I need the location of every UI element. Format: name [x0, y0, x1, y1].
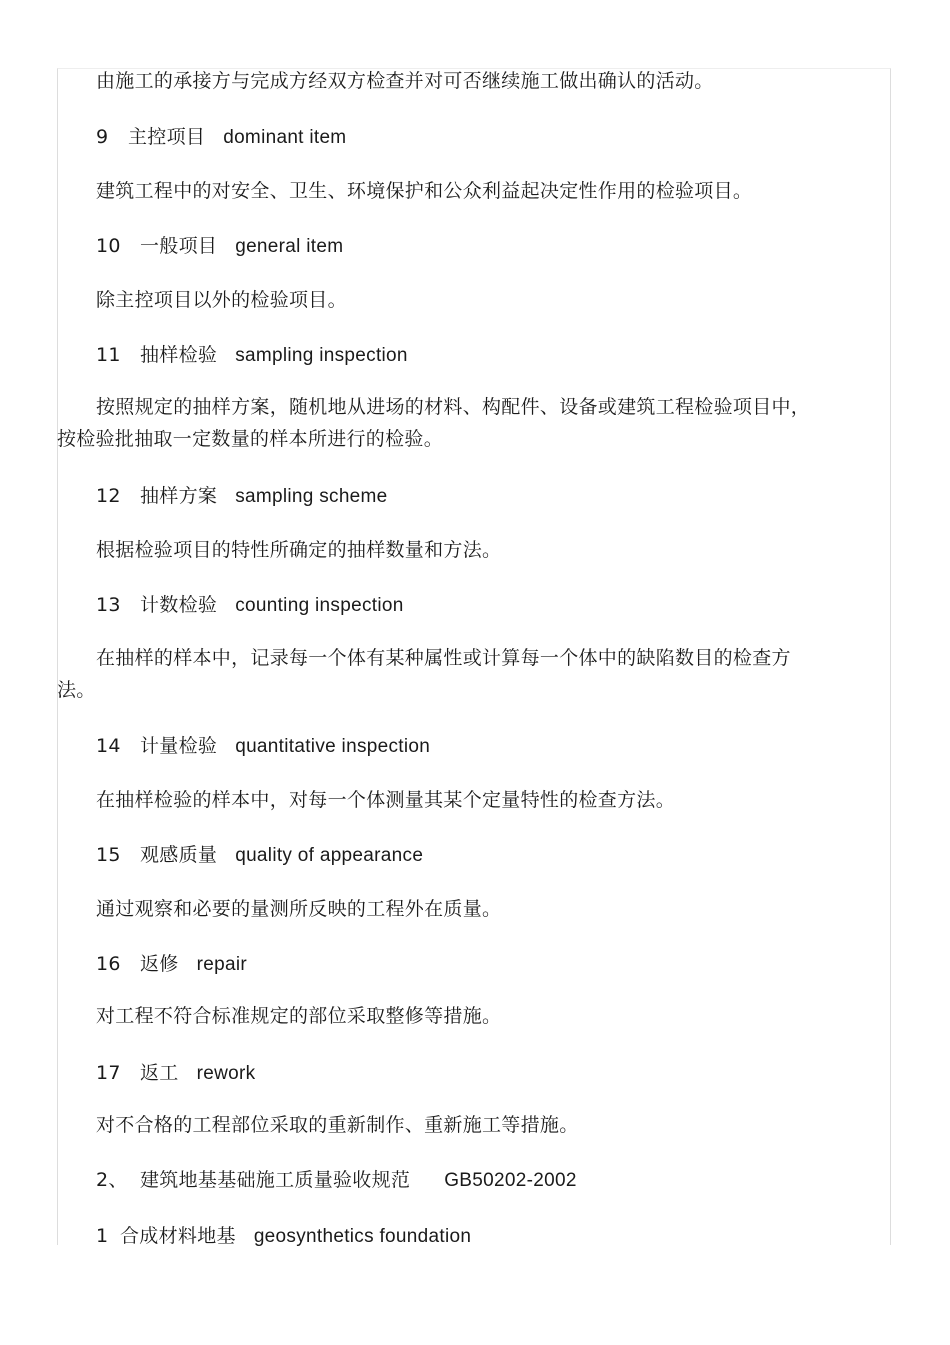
definition-text: 对工程不符合标准规定的部位采取整修等措施。	[96, 1005, 502, 1027]
standard-code: GB50202-2002	[444, 1170, 577, 1191]
definition-text: 通过观察和必要的量测所反映的工程外在质量。	[96, 898, 502, 920]
term-english: rework	[196, 1063, 256, 1084]
term-english: geosynthetics foundation	[253, 1226, 472, 1247]
definition-text: 按检验批抽取一定数量的样本所进行的检验。	[57, 428, 444, 450]
term-english: repair	[196, 954, 247, 975]
definition-text: 对不合格的工程部位采取的重新制作、重新施工等措施。	[96, 1114, 579, 1136]
term-heading-15	[96, 843, 423, 868]
term-number: 17	[96, 1062, 121, 1084]
term-english: sampling inspection	[235, 345, 408, 366]
term-heading-1	[96, 1224, 471, 1249]
definition-text: 建筑工程中的对安全、卫生、环境保护和公众利益起决定性作用的检验项目。	[96, 180, 753, 202]
term-chinese: 抽样检验	[140, 344, 218, 366]
term-heading-11	[96, 343, 408, 368]
definition-text: 在抽样检验的样本中，对每一个体测量其某个定量特性的检查方法。	[96, 789, 676, 811]
term-chinese: 观感质量	[140, 844, 218, 866]
definition-text: 按照规定的抽样方案，随机地从进场的材料、构配件、设备或建筑工程检验项目中，	[96, 396, 811, 418]
section-heading	[96, 1168, 577, 1193]
term-number: 9	[96, 126, 109, 148]
section-number: 2、	[96, 1169, 128, 1191]
definition-paragraph	[57, 642, 832, 706]
term-chinese: 计数检验	[140, 594, 218, 616]
term-number: 11	[96, 344, 121, 366]
definition-text: 在抽样的样本中，记录每一个体有某种属性或计算每一个体中的缺陷数目的检查方	[96, 647, 791, 669]
term-english: quality of appearance	[235, 845, 424, 866]
definition-text: 法。	[57, 679, 96, 701]
term-number: 16	[96, 953, 121, 975]
term-heading-10	[96, 234, 343, 259]
term-english: quantitative inspection	[235, 736, 431, 757]
definition-text: 由施工的承接方与完成方经双方检查并对可否继续施工做出确认的活动。	[96, 70, 714, 92]
term-chinese: 抽样方案	[140, 485, 218, 507]
term-chinese: 主控项目	[128, 126, 206, 148]
definition-text: 根据检验项目的特性所确定的抽样数量和方法。	[96, 539, 502, 561]
term-heading-14	[96, 734, 430, 759]
term-chinese: 返修	[140, 953, 179, 975]
term-heading-17	[96, 1061, 255, 1086]
term-chinese: 计量检验	[140, 735, 218, 757]
term-chinese: 返工	[140, 1062, 179, 1084]
term-english: general item	[235, 236, 344, 257]
section-title: 建筑地基基础施工质量验收规范	[140, 1169, 411, 1191]
definition-paragraph	[57, 391, 832, 455]
term-heading-16	[96, 952, 247, 977]
term-english: sampling scheme	[235, 486, 388, 507]
term-number: 13	[96, 594, 121, 616]
term-heading-9	[96, 125, 346, 150]
term-heading-13	[96, 593, 404, 618]
term-chinese: 合成材料地基	[120, 1225, 236, 1247]
term-heading-12	[96, 484, 388, 509]
term-chinese: 一般项目	[140, 235, 218, 257]
term-number: 14	[96, 735, 121, 757]
term-number: 12	[96, 485, 121, 507]
term-number: 1	[96, 1225, 109, 1247]
term-english: counting inspection	[235, 595, 404, 616]
term-number: 15	[96, 844, 121, 866]
term-number: 10	[96, 235, 121, 257]
definition-text: 除主控项目以外的检验项目。	[96, 289, 347, 311]
term-english: dominant item	[223, 127, 347, 148]
